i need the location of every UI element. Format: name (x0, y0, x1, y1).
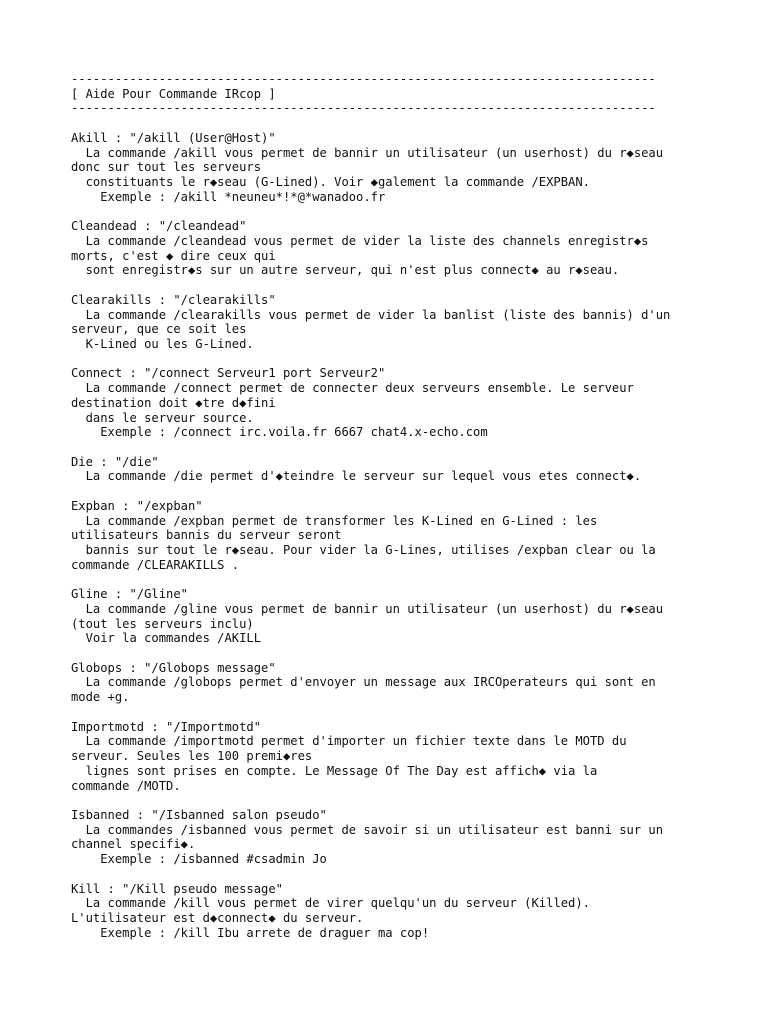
text-line: Isbanned : "/Isbanned salon pseudo" (71, 807, 327, 822)
text-line: serveur. Seules les 100 premi◆res (71, 749, 313, 764)
text-line: -------------------------------------------------------------------------------- (71, 72, 656, 86)
text-line (71, 116, 761, 131)
text-line: destination doit ◆tre d◆fini (71, 395, 276, 410)
text-line: morts, c'est ◆ dire ceux qui (71, 248, 276, 263)
text-line (71, 867, 761, 882)
text-line (71, 278, 761, 293)
text-line: Kill : "/Kill pseudo message" (71, 881, 283, 896)
text-line: Exemple : /akill *neuneu*!*@*wanadoo.fr (71, 189, 386, 204)
text-line: utilisateurs bannis du serveur seront (71, 528, 342, 543)
text-line: dans le serveur source. (71, 410, 254, 425)
text-line (71, 793, 761, 808)
text-line: bannis sur tout le r◆seau. Pour vider la G-Lines, utilises /expban clear ou la (71, 543, 656, 557)
text-line: Connect : "/connect Serveur1 port Serveur2" (71, 366, 386, 381)
text-line: La commande /expban permet de transformer les K-Lined en G-Lined : les (71, 513, 598, 528)
text-line: La commandes /isbanned vous permet de savoir si un utilisateur est banni sur un (71, 822, 664, 837)
text-line: (tout les serveurs inclu) (71, 616, 254, 631)
text-line: La commande /gline vous permet de bannir un utilisateur (un userhost) du r◆seau (71, 601, 664, 616)
text-line: -------------------------------------------------------------------------------- (71, 101, 656, 116)
text-line: constituants le r◆seau (G-Lined). Voir ◆galement la commande /EXPBAN. (71, 175, 590, 190)
text-line: K-Lined ou les G-Lined. (71, 336, 254, 351)
text-line (71, 484, 761, 499)
text-line: Akill : "/akill (User@Host)" (71, 130, 276, 145)
text-line (71, 646, 761, 661)
text-line: commande /CLEARAKILLS . (71, 557, 240, 572)
text-line (71, 352, 761, 367)
text-line: Die : "/die" (71, 454, 159, 469)
text-line: commande /MOTD. (71, 778, 181, 793)
text-line: donc sur tout les serveurs (71, 160, 262, 175)
text-line: La commande /die permet d'◆teindre le serveur sur lequel vous etes connect◆. (71, 469, 642, 484)
text-line: La commande /importmotd permet d'importer un fichier texte dans le MOTD du (71, 734, 627, 749)
text-line: La commande /connect permet de connecter deux serveurs ensemble. Le serveur (71, 381, 634, 396)
text-line: La commande /kill vous permet de virer quelqu'un du serveur (Killed). (71, 896, 590, 911)
text-line: lignes sont prises en compte. Le Message Of The Day est affich◆ via la (71, 763, 598, 778)
text-line: mode +g. (71, 690, 130, 705)
text-line (71, 572, 761, 587)
text-line: channel specifi◆. (71, 837, 196, 852)
text-line: La commande /akill vous permet de bannir un utilisateur (un userhost) du r◆seau (71, 145, 664, 160)
text-line (71, 705, 761, 720)
text-line: Expban : "/expban" (71, 498, 203, 513)
text-line: serveur, que ce soit les (71, 322, 247, 337)
text-line: [ Aide Pour Commande IRcop ] (71, 86, 276, 101)
text-line (71, 204, 761, 219)
document-page (71, 72, 761, 940)
text-line (71, 440, 761, 455)
text-line: La commande /globops permet d'envoyer un message aux IRCOperateurs qui sont en (71, 675, 656, 690)
text-line: Exemple : /kill Ibu arrete de draguer ma cop! (71, 925, 430, 940)
text-line: sont enregistr◆s sur un autre serveur, qui n'est plus connect◆ au r◆seau. (71, 263, 620, 278)
text-line: Globops : "/Globops message" (71, 660, 276, 675)
text-line: Exemple : /connect irc.voila.fr 6667 chat4.x-echo.com (71, 425, 488, 440)
text-line: Importmotd : "/Importmotd" (71, 719, 262, 734)
text-line: Cleandead : "/cleandead" (71, 219, 247, 234)
text-line: Clearakills : "/clearakills" (71, 292, 276, 307)
text-line: Gline : "/Gline" (71, 587, 188, 602)
text-line: L'utilisateur est d◆connect◆ du serveur. (71, 910, 364, 925)
text-line: Exemple : /isbanned #csadmin Jo (71, 852, 327, 867)
text-line: La commande /clearakills vous permet de vider la banlist (liste des bannis) d'un (71, 307, 671, 322)
text-line: La commande /cleandead vous permet de vider la liste des channels enregistr◆s (71, 233, 649, 248)
text-line: Voir la commandes /AKILL (71, 631, 262, 646)
